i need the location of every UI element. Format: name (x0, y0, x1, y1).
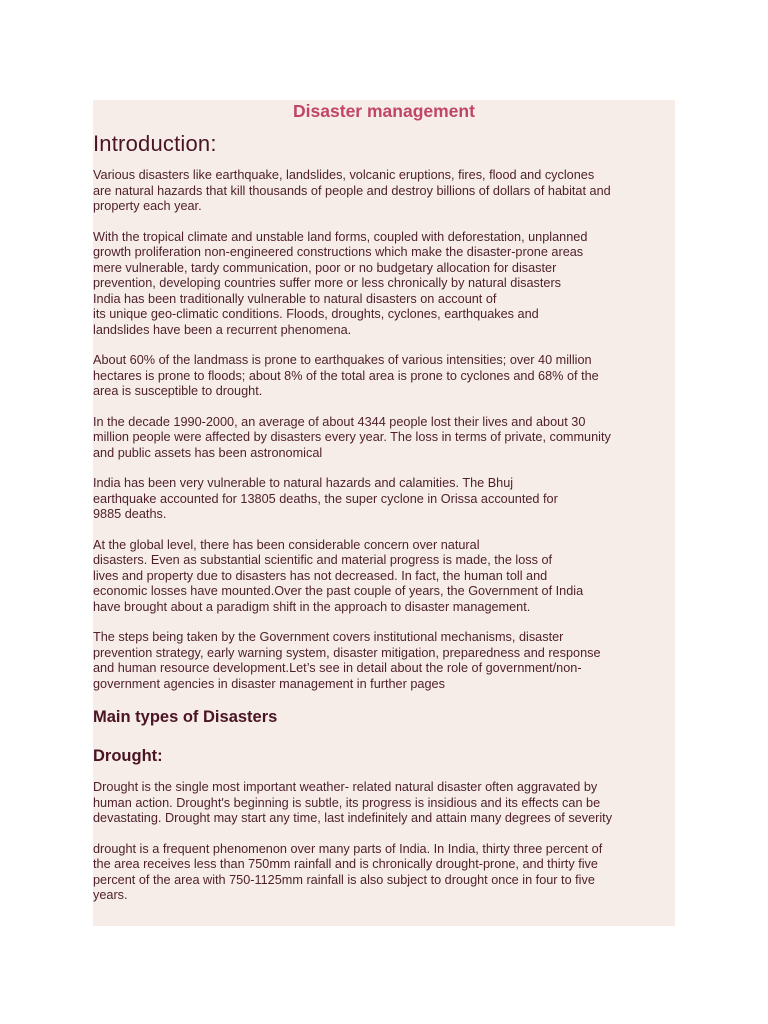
intro-paragraph-5: India has been very vulnerable to natural hazards and calamities. The Bhuj earthquake accounted for 13805 deaths, the super cyclone in Orissa accounted for 9885 deaths. (93, 476, 558, 521)
drought-paragraph-2: drought is a frequent phenomenon over many parts of India. In India, thirty three percent of the area receives less than 750mm rainfall and is chronically drought-prone, and thirty five percent of the area with 750-1125mm rainfall is also subject to drought once in four to five years. (93, 841, 603, 902)
drought-heading: Drought: (93, 747, 163, 765)
intro-paragraph-2: With the tropical climate and unstable land forms, coupled with deforestation, unplanned growth proliferation non-engineered constructions which make the disaster-prone areas mere vulnerable, tardy communication, poor or no budgetary allocation for disaster prevention, developing countries suffer more or less chronically by natural disasters India has been traditionally vulnerable to natural disasters on account of its unique geo-climatic conditions. Floods, droughts, cyclones, earthquakes and landslides have been a recurrent phenomena. (93, 229, 588, 337)
main-types-heading: Main types of Disasters (93, 708, 278, 726)
intro-paragraph-4: In the decade 1990-2000, an average of about 4344 people lost their lives and about 30 million people were affected by disasters every year. The loss in terms of private, community and public assets has been astronomical (93, 414, 611, 460)
intro-paragraph-6: At the global level, there has been considerable concern over natural disasters. Even as substantial scientific and material progress is made, the loss of lives and property due to disasters has not decreased. In fact, the human toll and economic losses have mounted.Over the past couple of years, the Government of India have brought about a paradigm shift in the approach to disaster management. (93, 537, 584, 614)
drought-paragraph-1: Drought is the single most important weather- related natural disaster often aggravated by human action. Drought's beginning is subtle, its progress is insidious and its effects can be devastating. Drought may start any time, last indefinitely and attain many degrees of severity (93, 780, 613, 825)
intro-paragraph-7: The steps being taken by the Government covers institutional mechanisms, disaster prevention strategy, early warning system, disaster mitigation, preparedness and response and human resource development.Let’s see in detail about the role of government/non- government agencies in disaster management in further pages (93, 630, 601, 691)
introduction-heading: Introduction: (93, 131, 217, 156)
document-title: Disaster management (293, 101, 475, 121)
intro-paragraph-3: About 60% of the landmass is prone to earthquakes of various intensities; over 40 million hectares is prone to floods; about 8% of the total area is prone to cyclones and 68% of the area is susceptible to drought. (93, 353, 599, 398)
intro-paragraph-1: Various disasters like earthquake, landslides, volcanic eruptions, fires, flood and cyclones are natural hazards that kill thousands of people and destroy billions of dollars of habitat and property each year. (93, 168, 611, 213)
document-page (93, 100, 675, 926)
